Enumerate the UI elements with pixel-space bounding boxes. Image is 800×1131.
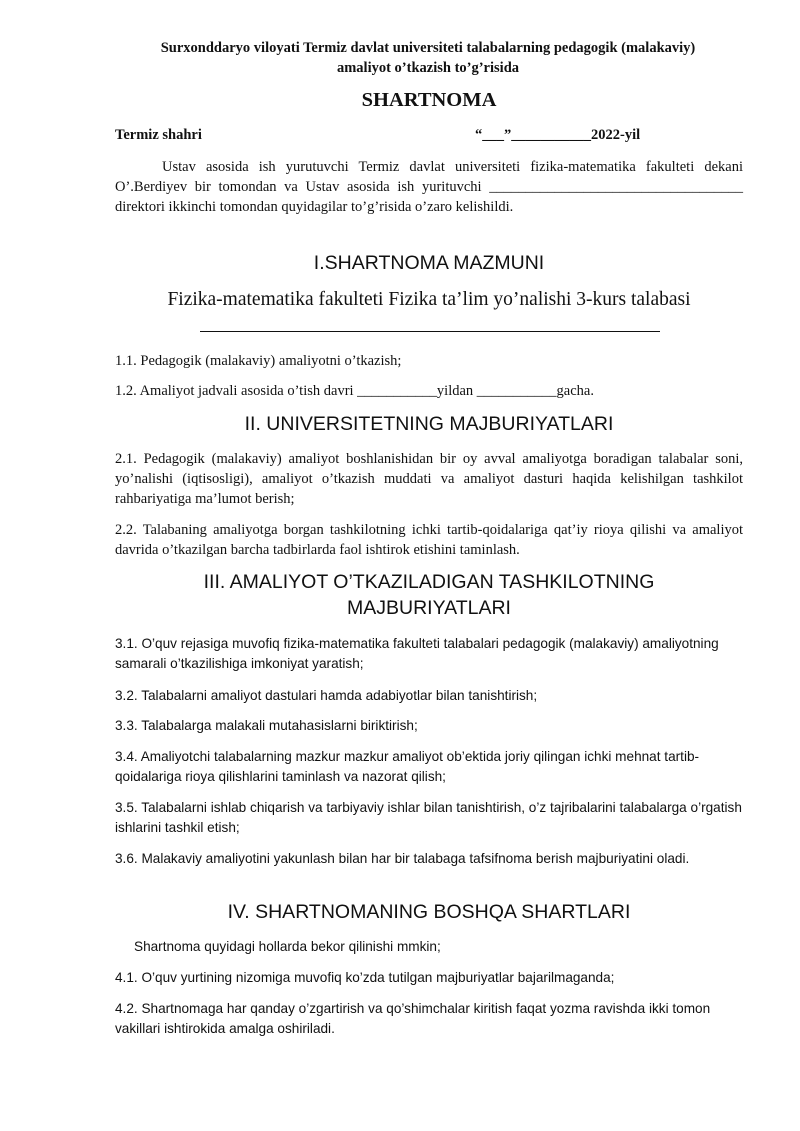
item-1-1: 1.1. Pedagogik (malakaviy) amaliyotni o’tkazish; (115, 353, 402, 369)
item-4-2: 4.2. Shartnomaga har qanday o’zgartirish va qo’shimchalar kiritish faqat yozma ravishda ikki tomon vakillari ishtirokida amalga oshiriladi. (115, 1001, 711, 1036)
section-2-heading: II. UNIVERSITETNING MAJBURIYATLARI (244, 413, 614, 435)
item-3-6: 3.6. Malakaviy amaliyotini yakunlash bilan har bir talabaga tafsifnoma berish majburiyatini oladi. (115, 851, 690, 866)
item-3-2: 3.2. Talabalarni amaliyot dastulari hamda adabiyotlar bilan tanishtirish; (115, 688, 538, 703)
contract-date: “___”___________2022-yil (475, 127, 641, 143)
header-line-2: amaliyot o’tkazish to’g’risida (336, 60, 520, 76)
city-name: Termiz shahri (115, 127, 202, 143)
document-title: SHARTNOMA (361, 89, 497, 111)
item-3-5: 3.5. Talabalarni ishlab chiqarish va tarbiyaviy ishlar bilan tanishtirish, o’z tajribalarini talabalarga o’rgatish ishlarini tashkil etish; (115, 800, 742, 835)
document-header (110, 38, 746, 78)
item-3-1: 3.1. O’quv rejasiga muvofiq fizika-matematika fakulteti talabalari pedagogik (malakaviy) amaliyotning samarali o’tkazilishiga imkoniyat yaratish; (115, 636, 719, 671)
item-2-2: 2.2. Talabaning amaliyotga borgan tashkilotning ichki tartib-qoidalariga qat’iy rioya qilishi va amaliyot davrida o’tkazilgan barcha tadbirlarda faol ishtirok etishini taminlash. (115, 522, 743, 558)
section-4-heading: IV. SHARTNOMANING BOSHQA SHARTLARI (227, 901, 631, 923)
section-3-heading (115, 569, 743, 621)
intro-paragraph: Ustav asosida ish yurutuvchi Termiz davlat universiteti fizika-matematika fakulteti dekani O’.Berdiyev bir tomondan va Ustav asosida ish yurituvchi ___________________________________ direktori ikkinchi tomondan quyidagilar to’g’risida o’zaro kelishildi. (115, 159, 743, 215)
section-4-intro: Shartnoma quyidagi hollarda bekor qilinishi mmkin; (134, 939, 441, 954)
item-3-4: 3.4. Amaliyotchi talabalarning mazkur mazkur amaliyot ob’ektida joriy qilingan ichki mehnat tartib-qoidalariga rioya qilishlarini taminlash va nazorat qilish; (115, 749, 700, 784)
section-3-heading-line-2: MAJBURIYATLARI (347, 597, 511, 619)
student-name-line (200, 331, 660, 332)
section-1-subtitle: Fizika-matematika fakulteti Fizika ta’lim yo’nalishi 3-kurs talabasi (167, 289, 691, 310)
section-1-heading: I.SHARTNOMA MAZMUNI (313, 252, 545, 274)
item-2-1: 2.1. Pedagogik (malakaviy) amaliyot boshlanishidan bir oy avval amaliyotga boradigan talabalar soni, yo’nalishi (iqtisosligi), amaliyot o’tkazish muddati va amaliyot dasturi haqida kelishilgan tashkilot rahbariyatiga ma’lumot berish; (115, 451, 743, 507)
item-4-1: 4.1. O’quv yurtining nizomiga muvofiq ko’zda tutilgan majburiyatlar bajarilmaganda; (115, 970, 615, 985)
header-line-1: Surxonddaryo viloyati Termiz davlat universiteti talabalarning pedagogik (malakaviy) (160, 40, 696, 56)
item-1-2: 1.2. Amaliyot jadvali asosida o’tish davri ___________yildan ___________gacha. (115, 383, 594, 399)
section-3-heading-line-1: III. AMALIYOT O’TKAZILADIGAN TASHKILOTNING (203, 571, 655, 593)
item-3-3: 3.3. Talabalarga malakali mutahasislarni biriktirish; (115, 718, 418, 733)
